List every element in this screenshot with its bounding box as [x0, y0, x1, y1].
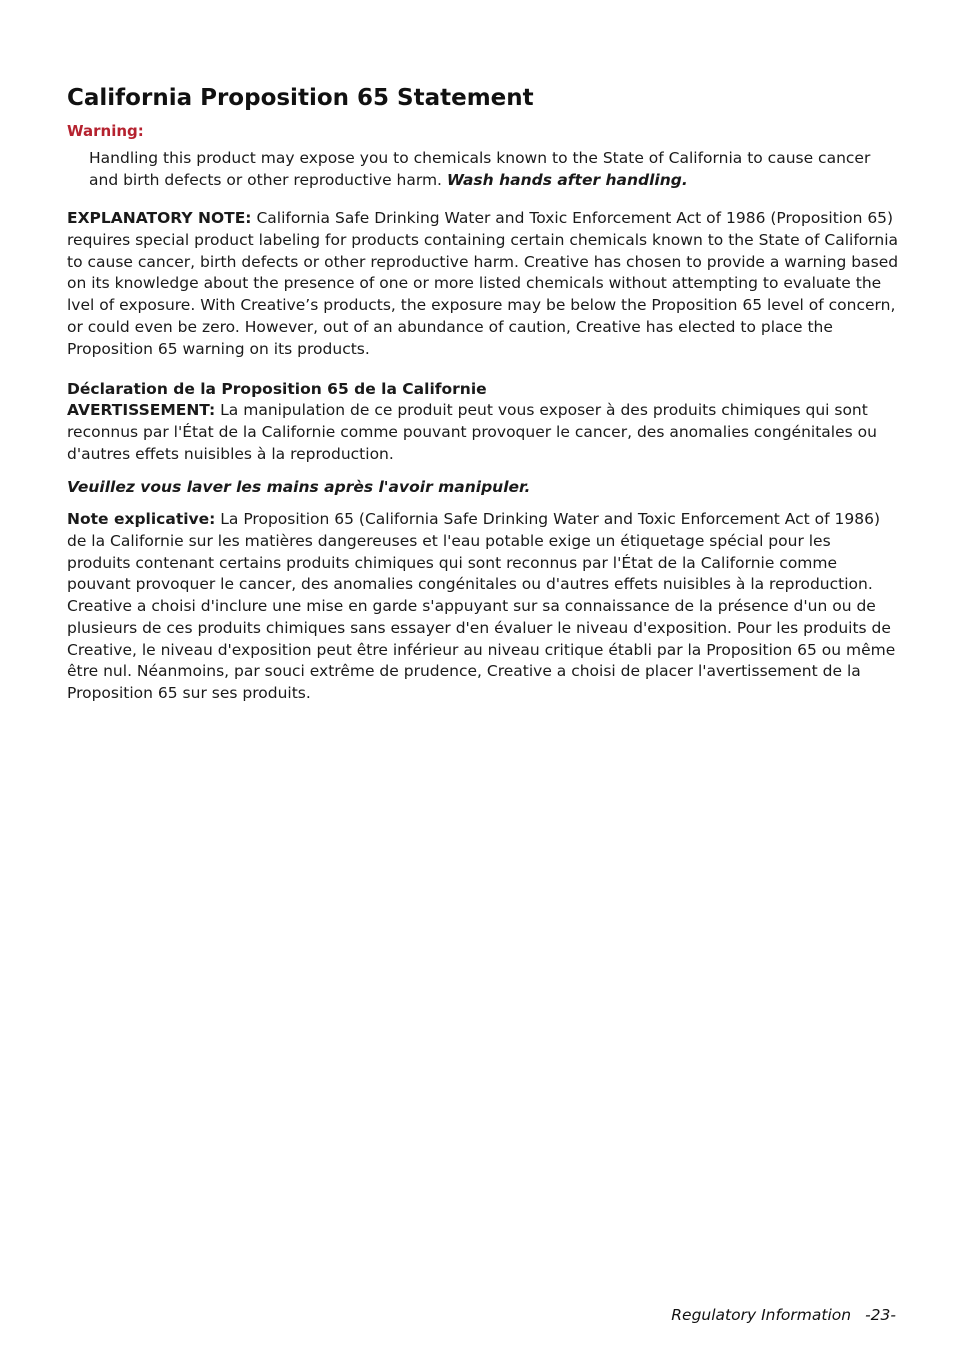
page-footer	[671, 1305, 896, 1326]
warning-label: Warning:	[67, 122, 144, 140]
french-wash-hands: Veuillez vous laver les mains après l'avoir manipuler.	[67, 478, 531, 496]
french-warning-text: La manipulation de ce produit peut vous exposer à des produits chimiques qui sont reconnus par l'État de la Californie comme pouvant provoquer le cancer, des anomalies congénitales ou d'autres effets nuisibles à la reproduction.	[67, 401, 877, 463]
explanatory-note	[67, 208, 899, 360]
page-number: -23-	[865, 1306, 896, 1324]
explanatory-label: EXPLANATORY NOTE:	[67, 209, 252, 227]
footer-section: Regulatory Information	[671, 1306, 852, 1324]
warning-text	[89, 148, 899, 191]
french-note-text: La Proposition 65 (California Safe Drinking Water and Toxic Enforcement Act of 1986) de la Californie sur les matières dangereuses et l'eau potable exige un étiquetage spécial pour les produits contenant certains produits chimiques qui sont reconnus par l'État de la Californie comme pouvant provoquer le cancer, des anomalies congénitales ou d'autres effets nuisibles à la reproduction. Creative a choisi d'inclure une mise en garde s'appuyant sur sa connaissance de la présence d'un ou de plusieurs de ces produits chimiques sans essayer d'en évaluer le niveau d'exposition. Pour les produits de Creative, le niveau d'exposition peut être inférieur au niveau critique établi par la Proposition 65 ou même être nul. Néanmoins, par souci extrême de prudence, Creative a choisi de placer l'avertissement de la Proposition 65 sur ses produits.	[67, 510, 896, 702]
warning-body: Handling this product may expose you to chemicals known to the State of California to cause cancer and birth defects or other reproductive harm.	[89, 149, 871, 189]
french-note	[67, 509, 899, 705]
explanatory-text: California Safe Drinking Water and Toxic Enforcement Act of 1986 (Proposition 65) requires special product labeling for products containing certain chemicals known to the State of California to cause cancer, birth defects or other reproductive harm. Creative has chosen to provide a warning based on its knowledge about the presence of one or more listed chemicals without attempting to evaluate the lvel of exposure. With Creative’s products, the exposure may be below the Proposition 65 level of concern, or could even be zero. However, out of an abundance of caution, Creative has elected to place the Proposition 65 warning on its products.	[67, 209, 899, 358]
warning-emphasis: Wash hands after handling.	[446, 170, 688, 189]
french-warning	[67, 400, 899, 465]
french-warning-label: AVERTISSEMENT:	[67, 401, 216, 419]
page-title: California Proposition 65 Statement	[67, 85, 534, 111]
french-note-label: Note explicative:	[67, 510, 216, 528]
french-heading: Déclaration de la Proposition 65 de la Californie	[67, 380, 487, 398]
